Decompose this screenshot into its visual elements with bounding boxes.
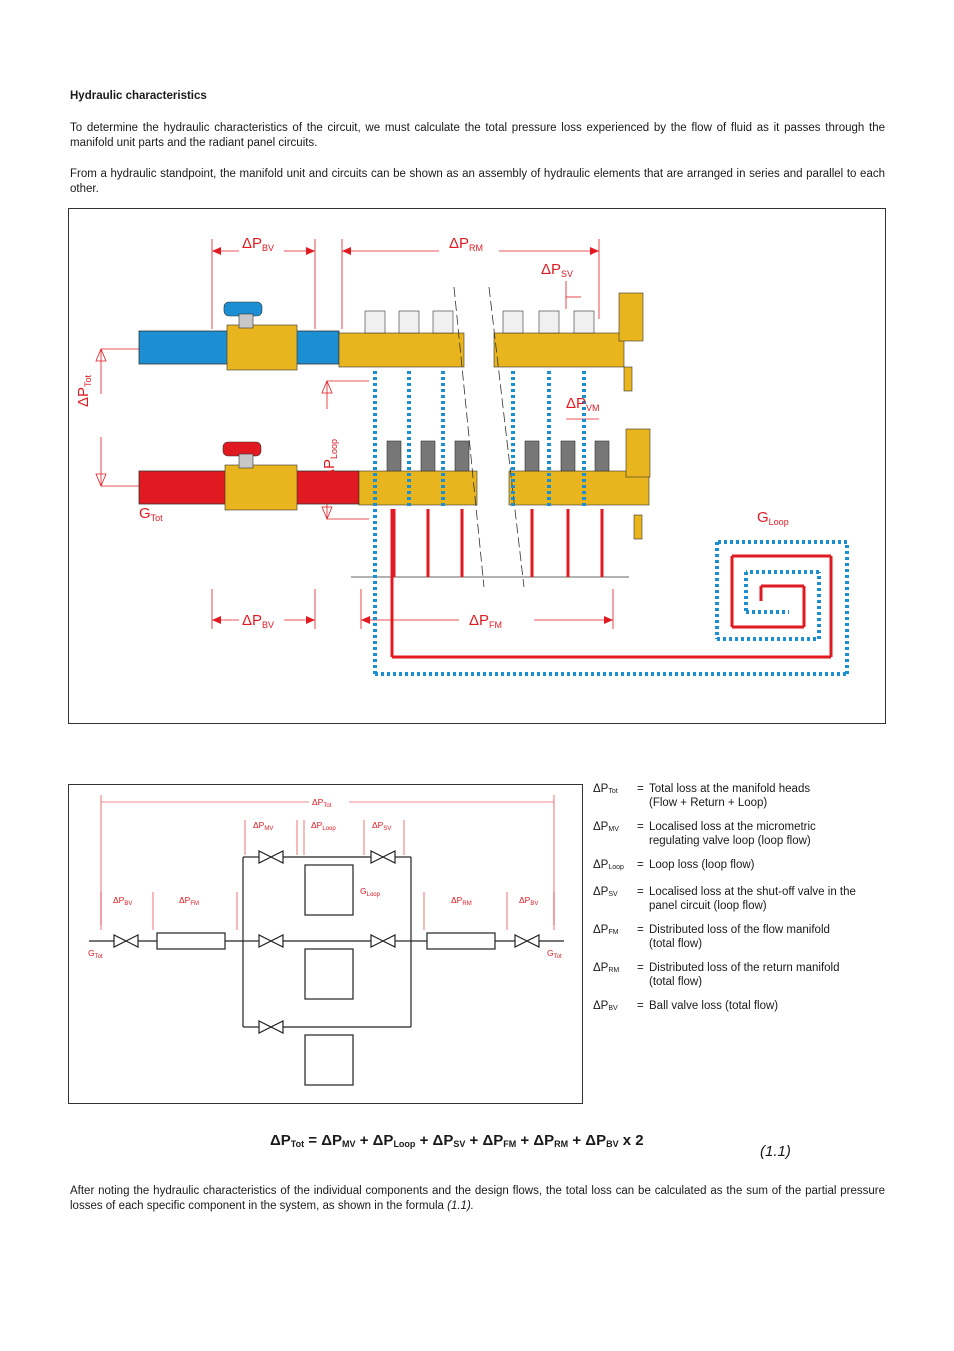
s-label-g-tot-left: $G_{Tot}$ bbox=[88, 948, 103, 960]
legend-item-tot: $\Delta P_{Tot}$ = Total loss at the manifold heads (Flow + Return + Loop) bbox=[593, 783, 811, 809]
label-dp-bv-bottom: $\Delta P_{BV}$ bbox=[242, 612, 275, 630]
s-label-dp-bv-left: $\Delta P_{BV}$ bbox=[113, 895, 133, 907]
manifold-illustration bbox=[69, 209, 887, 725]
second-paragraph: From a hydraulic standpoint, the manifold unit and circuits can be shown as an assembly of hydraulic elements that are arranged in series and parallel to each other. bbox=[70, 168, 885, 195]
legend-item-loop: $\Delta P_{Loop}$ = Loop loss (loop flow) bbox=[593, 859, 755, 871]
s-label-dp-bv-right: $\Delta P_{BV}$ bbox=[519, 895, 539, 907]
formula-number: (1.1) bbox=[760, 1143, 791, 1160]
closing-paragraph: After noting the hydraulic characteristics of the individual components and the design flows, the total loss can be calculated as the sum of the partial pressure losses of each specific component in the system, as shown in the formula (1.1). bbox=[70, 1185, 885, 1212]
s-label-dp-sv: $\Delta P_{SV}$ bbox=[372, 820, 392, 832]
label-dp-bv-top: $\Delta P_{BV}$ bbox=[242, 235, 275, 253]
schematic-diagram bbox=[68, 784, 583, 1104]
intro-paragraph: To determine the hydraulic characteristics of the circuit, we must calculate the total pressure loss experienced by the flow of fluid as it passes through the manifold unit parts and the radiant panel circuits. bbox=[70, 122, 885, 149]
schematic-illustration bbox=[69, 785, 584, 1105]
legend-item-fm: $\Delta P_{FM}$ = Distributed loss of the flow manifold (total flow) bbox=[593, 924, 830, 950]
section-heading: Hydraulic characteristics bbox=[70, 90, 207, 102]
s-label-dp-fm: $\Delta P_{FM}$ bbox=[179, 895, 200, 907]
s-label-g-tot-right: $G_{Tot}$ bbox=[547, 948, 562, 960]
legend bbox=[593, 782, 893, 1026]
manifold-diagram bbox=[68, 208, 886, 724]
s-label-dp-rm: $\Delta P_{RM}$ bbox=[451, 895, 472, 907]
s-label-g-loop: $G_{Loop}$ bbox=[360, 886, 380, 898]
s-label-dp-tot: $\Delta P_{Tot}$ bbox=[312, 797, 332, 809]
label-g-loop: $G_{Loop}$ bbox=[757, 509, 789, 527]
legend-item-bv: $\Delta P_{BV}$ = Ball valve loss (total flow) bbox=[593, 1000, 779, 1012]
s-label-dp-loop: $\Delta P_{Loop}$ bbox=[311, 820, 336, 832]
label-g-tot: $G_{Tot}$ bbox=[139, 505, 163, 523]
label-dp-tot: $\Delta P_{Tot}$ bbox=[75, 374, 93, 407]
legend-item-rm: $\Delta P_{RM}$ = Distributed loss of the return manifold (total flow) bbox=[593, 962, 840, 988]
label-dp-sv: $\Delta P_{SV}$ bbox=[541, 261, 574, 279]
label-dp-fm: $\Delta P_{FM}$ bbox=[469, 612, 503, 630]
s-label-dp-mv: $\Delta P_{MV}$ bbox=[253, 820, 274, 832]
label-dp-rm: $\Delta P_{RM}$ bbox=[449, 235, 484, 253]
label-dp-loop: $\Delta P_{Loop}$ bbox=[321, 438, 339, 479]
label-dp-vm: $\Delta P_{VM}$ bbox=[566, 395, 600, 413]
legend-item-mv: $\Delta P_{MV}$ = Localised loss at the micrometric regulating valve loop (loop flow) bbox=[593, 821, 816, 847]
formula: $\Delta P_{Tot} = \Delta P_{MV} + \Delta P_{Loop} + \Delta P_{SV} + \Delta P_{FM} + \Delta P_{RM} + \Delta P_{BV}$ x 2 bbox=[270, 1132, 644, 1149]
legend-item-sv: $\Delta P_{SV}$ = Localised loss at the shut-off valve in the panel circuit (loop flow) bbox=[593, 886, 856, 912]
